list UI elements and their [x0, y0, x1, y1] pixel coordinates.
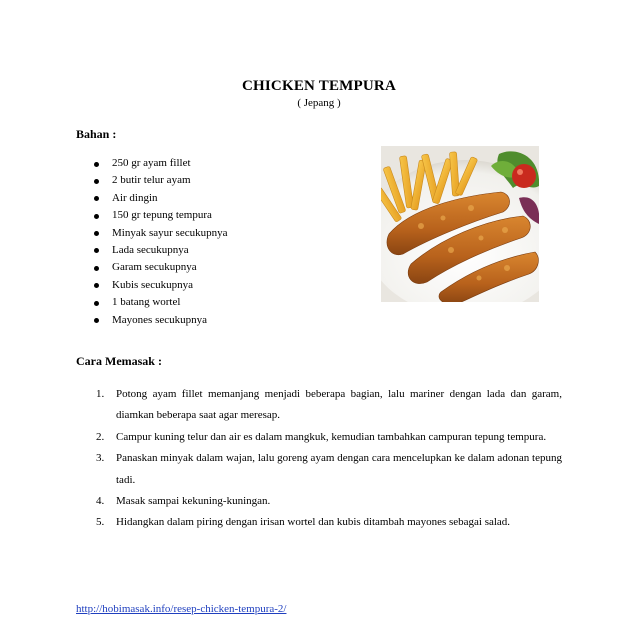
- step-text: Campur kuning telur dan air es dalam mangkuk, kemudian tambahkan campuran tepung tempura.: [116, 430, 547, 443]
- list-item: 2 butir telur ayam: [76, 172, 227, 189]
- list-item: [96, 427, 562, 448]
- step-number: 5.: [96, 516, 105, 529]
- list-item: Kubis secukupnya: [76, 277, 227, 294]
- method-heading: Cara Memasak :: [76, 354, 162, 368]
- step-text: Masak sampai kekuning-kuningan.: [116, 495, 271, 508]
- list-item: 250 gr ayam fillet: [76, 155, 227, 172]
- method-steps: [96, 384, 562, 534]
- step-number: 4.: [96, 495, 105, 508]
- list-item: [96, 491, 562, 512]
- list-item: Garam secukupnya: [76, 259, 227, 276]
- list-item: [96, 448, 562, 491]
- list-item: 150 gr tepung tempura: [76, 207, 227, 224]
- step-number: 1.: [96, 388, 105, 400]
- step-number: 3.: [96, 452, 105, 465]
- step-text: Panaskan minyak dalam wajan, lalu goreng ayam dengan cara mencelupkan ke dalam adonan tepung tadi.: [116, 452, 562, 486]
- recipe-origin: ( Jepang ): [297, 97, 341, 109]
- ingredients-list: [76, 155, 227, 329]
- list-item: Minyak sayur secukupnya: [76, 225, 227, 242]
- step-text: Potong ayam fillet memanjang menjadi beberapa bagian, lalu mariner dengan lada dan garam, diamkan beberapa saat agar meresap.: [116, 388, 562, 422]
- list-item: Lada secukupnya: [76, 242, 227, 259]
- list-item: 1 batang wortel: [76, 294, 227, 311]
- list-item: Air dingin: [76, 190, 227, 207]
- step-number: 2.: [96, 430, 105, 443]
- list-item: Mayones secukupnya: [76, 312, 227, 329]
- recipe-title: CHICKEN TEMPURA: [242, 78, 396, 94]
- list-item: [96, 384, 562, 427]
- fried-chicken-plate-photo: [381, 146, 539, 302]
- ingredients-heading: Bahan :: [76, 127, 117, 141]
- source-link[interactable]: http://hobimasak.info/resep-chicken-tempura-2/: [76, 603, 287, 615]
- list-item: [96, 512, 562, 533]
- step-text: Hidangkan dalam piring dengan irisan wortel dan kubis ditambah mayones sebagai salad.: [116, 516, 511, 529]
